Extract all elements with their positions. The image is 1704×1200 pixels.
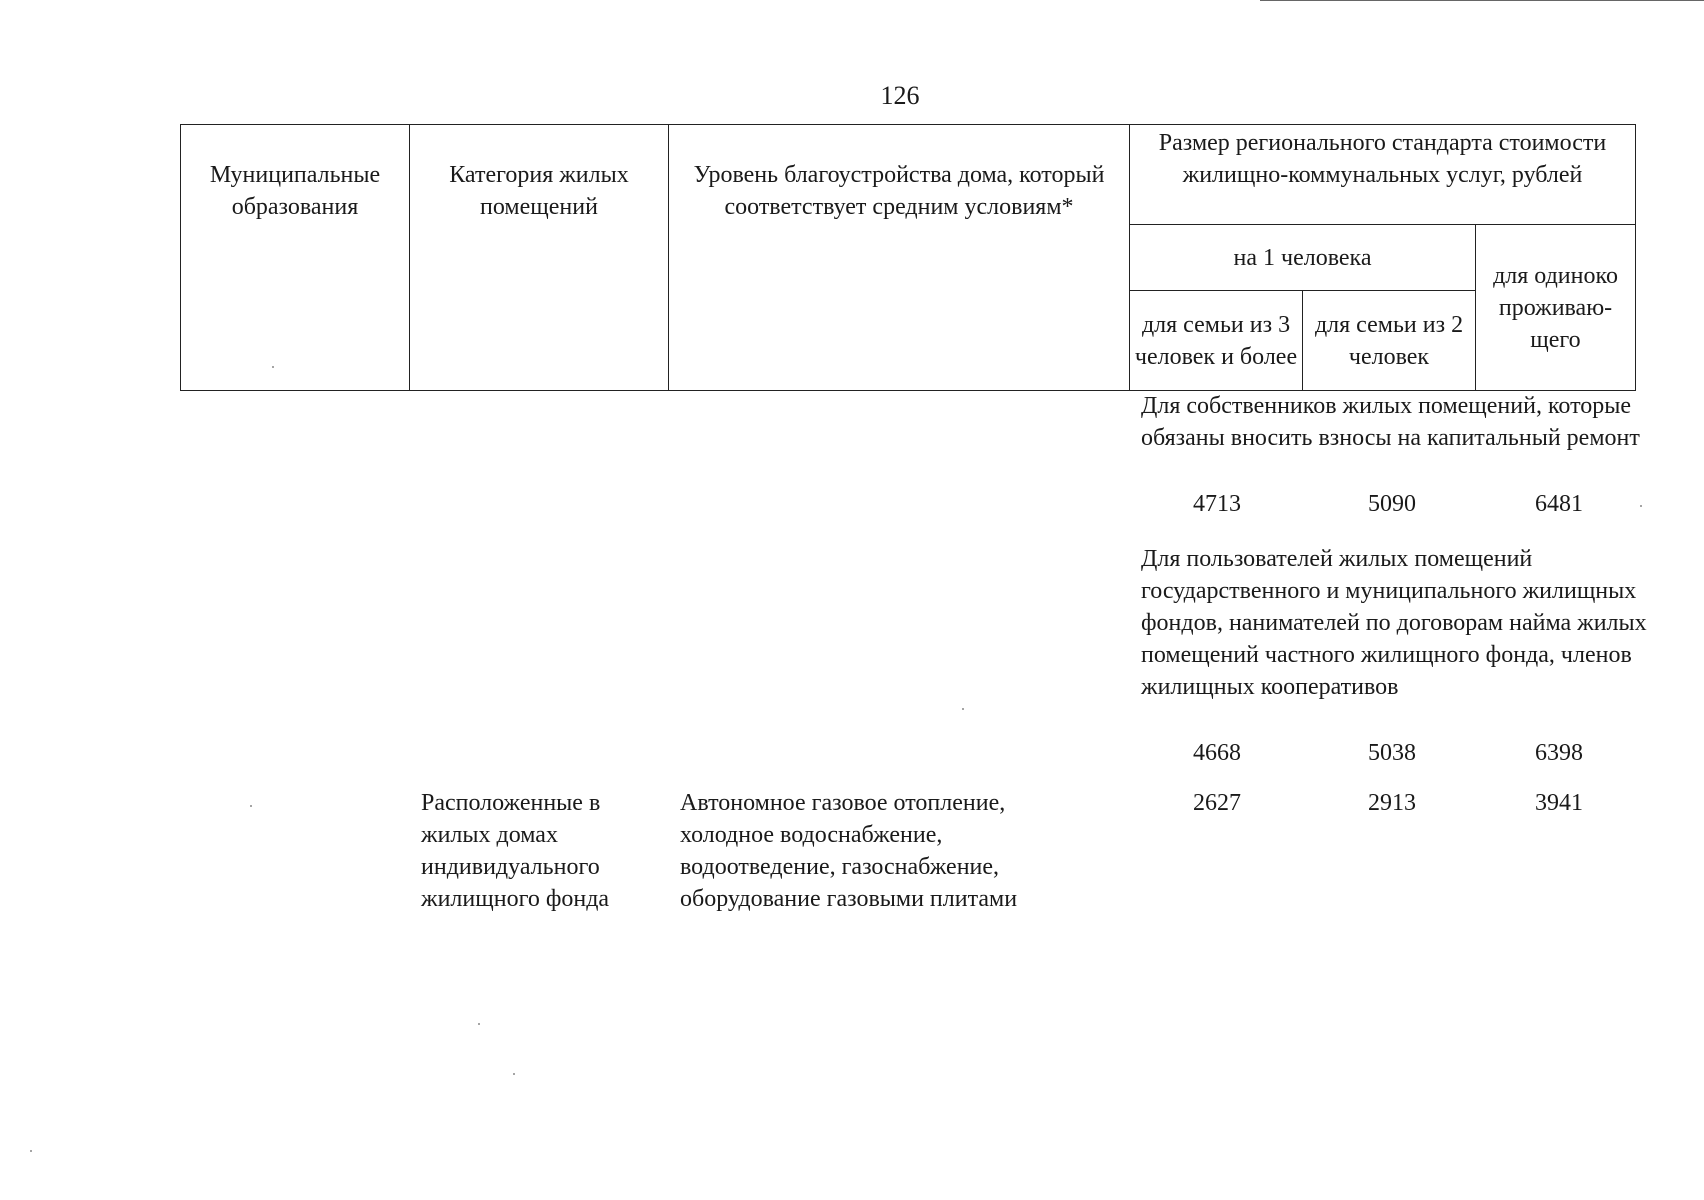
users-caption: Для пользователей жилых помещений государственного и муниципального жилищных фондов, нанимателей по договорам найма жилых помещений частного жилищного фонда, членов жилищных кооперативов xyxy=(1141,546,1647,700)
scan-speck xyxy=(250,805,252,807)
users-value-family2: 5038 xyxy=(1368,740,1416,766)
page-number: 126 xyxy=(880,81,920,110)
scan-speck xyxy=(1640,505,1642,507)
users-value-single: 6398 xyxy=(1535,740,1583,766)
scan-speck xyxy=(30,1150,32,1152)
header-single: для одиноко проживаю-щего xyxy=(1476,225,1636,391)
header-standard: Размер регионального стандарта стоимости жилищно-коммунальных услуг, рублей xyxy=(1130,125,1636,225)
header-family-3: для семьи из 3 человек и более xyxy=(1130,291,1303,391)
owners-value-single: 6481 xyxy=(1535,491,1583,517)
individual-level: Автономное газовое отопление, холодное водоснабжение, водоотведение, газоснабжение, оборудование газовыми плитами xyxy=(680,790,1018,912)
table-header xyxy=(180,124,1636,391)
individual-value-family3: 2627 xyxy=(1193,790,1241,816)
scan-speck xyxy=(962,708,964,710)
scan-speck xyxy=(272,366,274,368)
individual-value-family2: 2913 xyxy=(1368,790,1416,816)
owners-value-family3: 4713 xyxy=(1193,491,1241,517)
scan-speck xyxy=(478,1023,480,1025)
individual-category: Расположенные в жилых домах индивидуального жилищного фонда xyxy=(421,790,610,912)
header-family-2: для семьи из 2 человек xyxy=(1303,291,1476,391)
scan-speck xyxy=(513,1073,515,1075)
individual-value-single: 3941 xyxy=(1535,790,1583,816)
owners-caption: Для собственников жилых помещений, которые обязаны вносить взносы на капитальный ремонт xyxy=(1141,393,1640,451)
header-level: Уровень благоустройства дома, который соответствует средним условиям* xyxy=(669,125,1130,391)
header-municipal: Муниципальные образования xyxy=(181,125,410,391)
scan-edge-line xyxy=(1260,0,1704,1)
users-value-family3: 4668 xyxy=(1193,740,1241,766)
header-category: Категория жилых помещений xyxy=(410,125,669,391)
owners-value-family2: 5090 xyxy=(1368,491,1416,517)
header-per-person: на 1 человека xyxy=(1130,225,1476,291)
